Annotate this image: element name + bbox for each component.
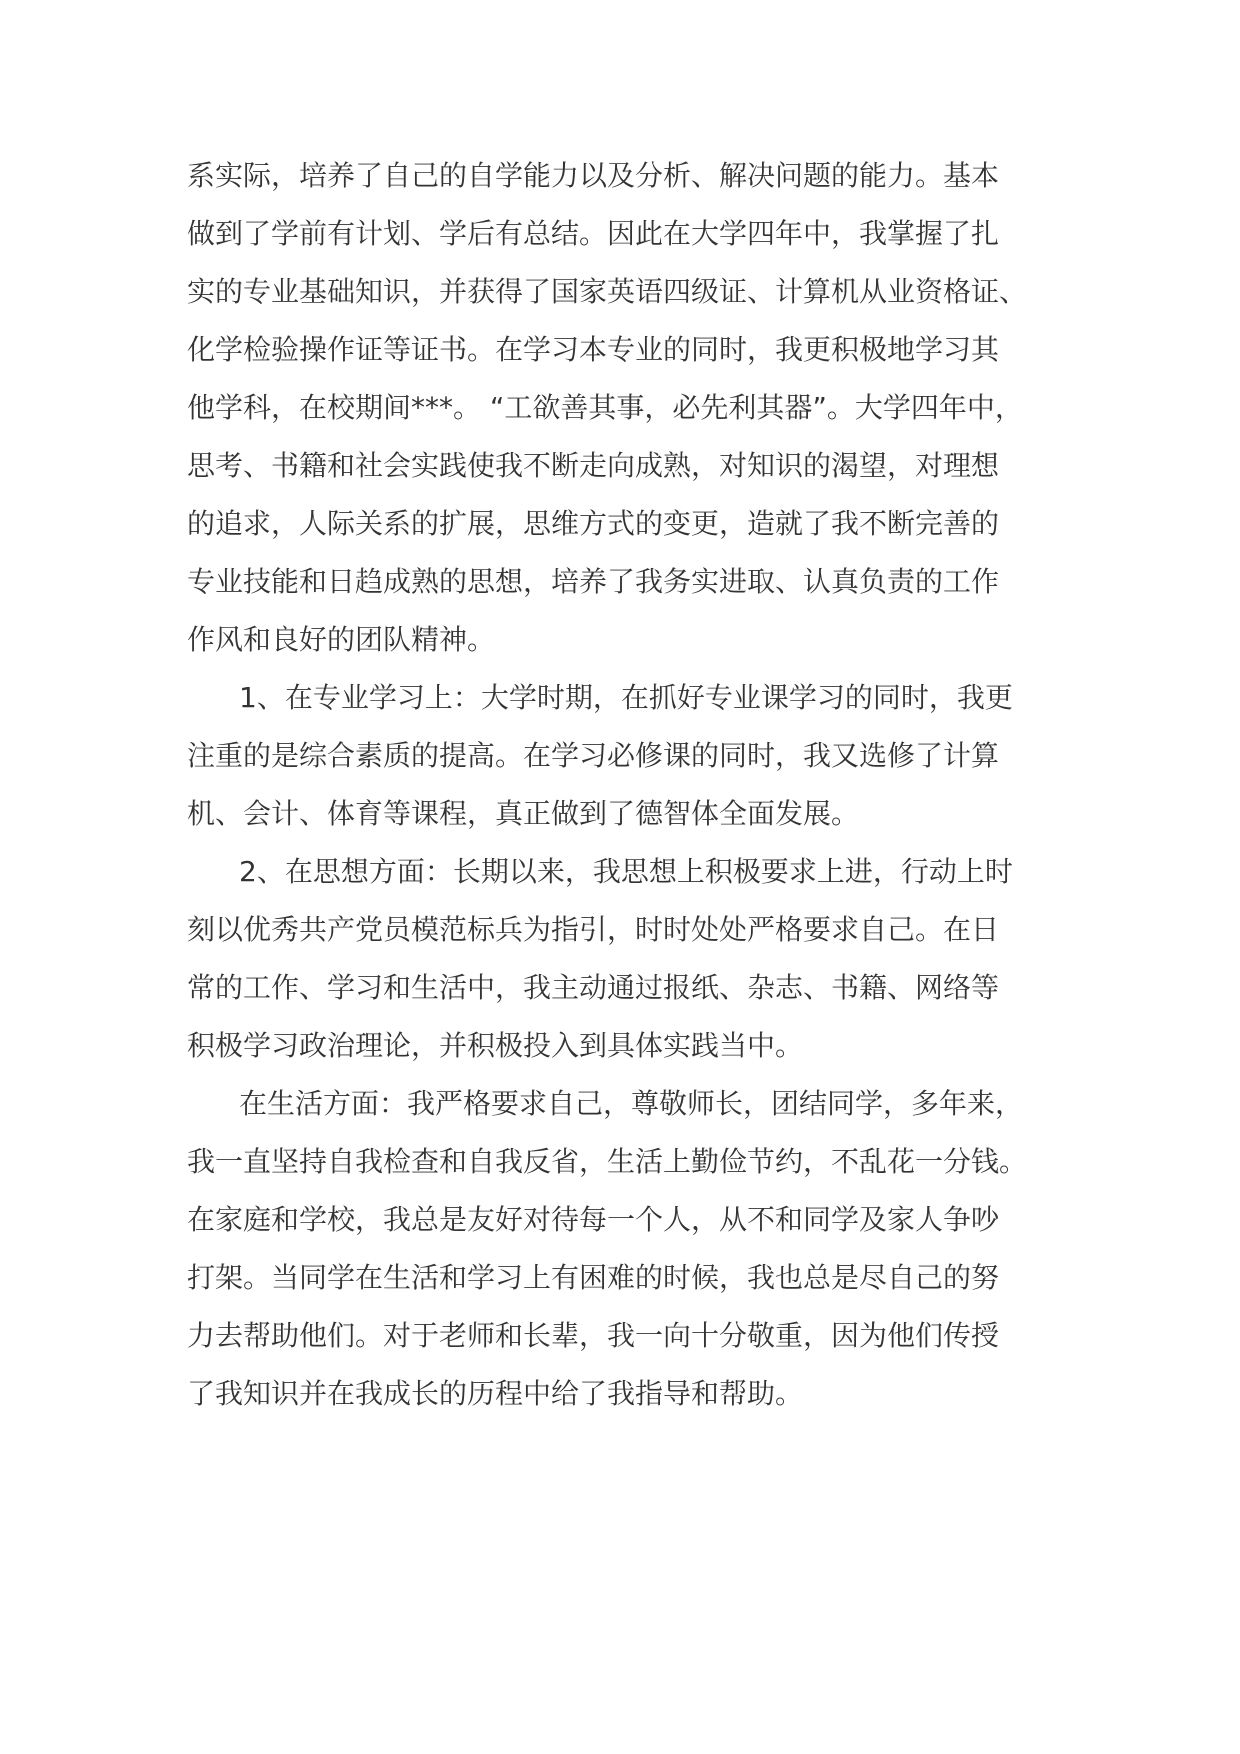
text-line: 我一直坚持自我检查和自我反省，生活上勤俭节约，不乱花一分钱。 (187, 1145, 1028, 1178)
text-line: 注重的是综合素质的提高。在学习必修课的同时，我又选修了计算 (187, 739, 1000, 772)
text-line: 在家庭和学校，我总是友好对待每一个人，从不和同学及家人争吵 (187, 1203, 1000, 1236)
text-line: 力去帮助他们。对于老师和长辈，我一向十分敬重，因为他们传授 (187, 1319, 1000, 1352)
text-line: 实的专业基础知识，并获得了国家英语四级证、计算机从业资格证、 (187, 275, 1028, 308)
text-line: 系实际，培养了自己的自学能力以及分析、解决问题的能力。基本 (187, 159, 1000, 192)
text-line: 积极学习政治理论，并积极投入到具体实践当中。 (187, 1029, 804, 1062)
text-line: 做到了学前有计划、学后有总结。因此在大学四年中，我掌握了扎 (187, 217, 1000, 250)
paragraph-first-line: 2、在思想方面：长期以来，我思想上积极要求上进，行动上时 (239, 855, 1013, 888)
text-line: 专业技能和日趋成熟的思想，培养了我务实进取、认真负责的工作 (187, 565, 1000, 598)
text-line: 思考、书籍和社会实践使我不断走向成熟，对知识的渴望，对理想 (187, 449, 1000, 482)
text-line: 打架。当同学在生活和学习上有困难的时候，我也总是尽自己的努 (187, 1261, 1000, 1294)
text-line: 他学科，在校期间***。 “工欲善其事，必先利其器”。大学四年中， (187, 391, 1023, 424)
text-line: 作风和良好的团队精神。 (187, 623, 496, 656)
text-line: 化学检验操作证等证书。在学习本专业的同时，我更积极地学习其 (187, 333, 1000, 366)
text-line: 机、会计、体育等课程，真正做到了德智体全面发展。 (187, 797, 860, 830)
paragraph-first-line: 在生活方面：我严格要求自己，尊敬师长，团结同学，多年来， (239, 1087, 1024, 1120)
text-line: 常的工作、学习和生活中，我主动通过报纸、杂志、书籍、网络等 (187, 971, 1000, 1004)
paragraph-first-line: 1、在专业学习上：大学时期，在抓好专业课学习的同时，我更 (239, 681, 1013, 714)
text-line: 刻以优秀共产党员模范标兵为指引，时时处处严格要求自己。在日 (187, 913, 1000, 946)
text-line: 了我知识并在我成长的历程中给了我指导和帮助。 (187, 1377, 804, 1410)
text-line: 的追求，人际关系的扩展，思维方式的变更，造就了我不断完善的 (187, 507, 1000, 540)
